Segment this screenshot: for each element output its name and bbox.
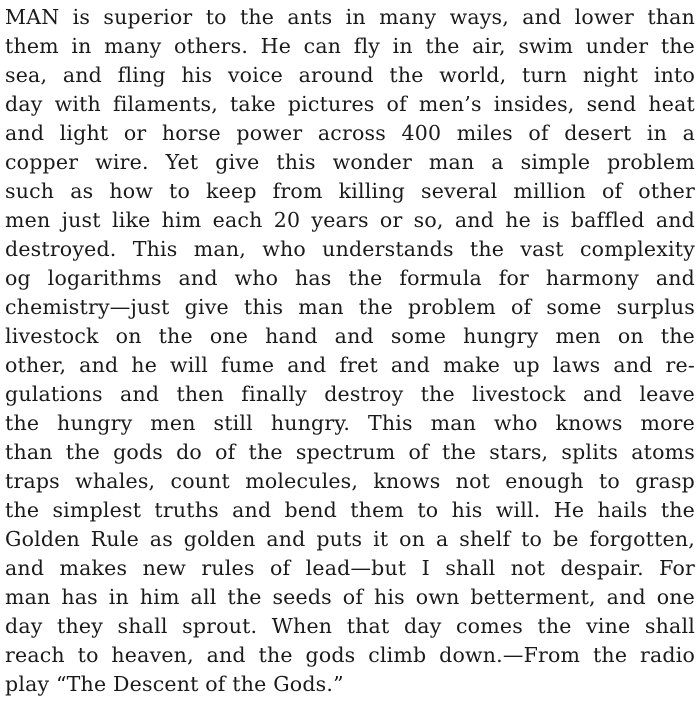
text-line-1: MAN is superior to the ants in many ways, and lower than [5,5,695,29]
text-line-17: traps whales, count molecules, knows not enough to grasp [5,469,695,493]
text-line-11: chemistry—just give this man the problem of some surplus [5,295,695,319]
text-line-23: reach to heaven, and the gods climb down.—From the radio [5,643,695,667]
text-line-9: destroyed. This man, who understands the vast complexity [5,237,695,261]
text-line-10: og logarithms and who has the formula for harmony and [5,266,695,290]
text-line-21: man has in him all the seeds of his own betterment, and one [5,585,695,609]
text-line-8: men just like him each 20 years or so, and he is baffled and [5,208,695,232]
text-line-22: day they shall sprout. When that day comes the vine shall [5,614,695,638]
text-line-3: sea, and fling his voice around the world, turn night into [5,63,695,87]
text-line-18: the simplest truths and bend them to his will. He hails the [5,498,695,522]
text-line-2: them in many others. He can fly in the air, swim under the [5,34,695,58]
article-text [5,3,695,699]
text-line-15: the hungry men still hungry. This man who knows more [5,411,695,435]
text-line-19: Golden Rule as golden and puts it on a shelf to be forgotten, [5,527,695,551]
text-line-7: such as how to keep from killing several million of other [5,179,695,203]
text-line-4: day with filaments, take pictures of men’s insides, send heat [5,92,695,116]
text-line-14: gulations and then finally destroy the livestock and leave [5,382,695,406]
text-line-13: other, and he will fume and fret and make up laws and re- [5,353,695,377]
text-line-5: and light or horse power across 400 miles of desert in a [5,121,695,145]
text-line-12: livestock on the one hand and some hungry men on the [5,324,695,348]
text-line-20: and makes new rules of lead—but I shall not despair. For [5,556,695,580]
text-line-6: copper wire. Yet give this wonder man a simple problem [5,150,695,174]
text-line-16: than the gods do of the spectrum of the stars, splits atoms [5,440,695,464]
text-line-24: play “The Descent of the Gods.” [5,672,344,696]
